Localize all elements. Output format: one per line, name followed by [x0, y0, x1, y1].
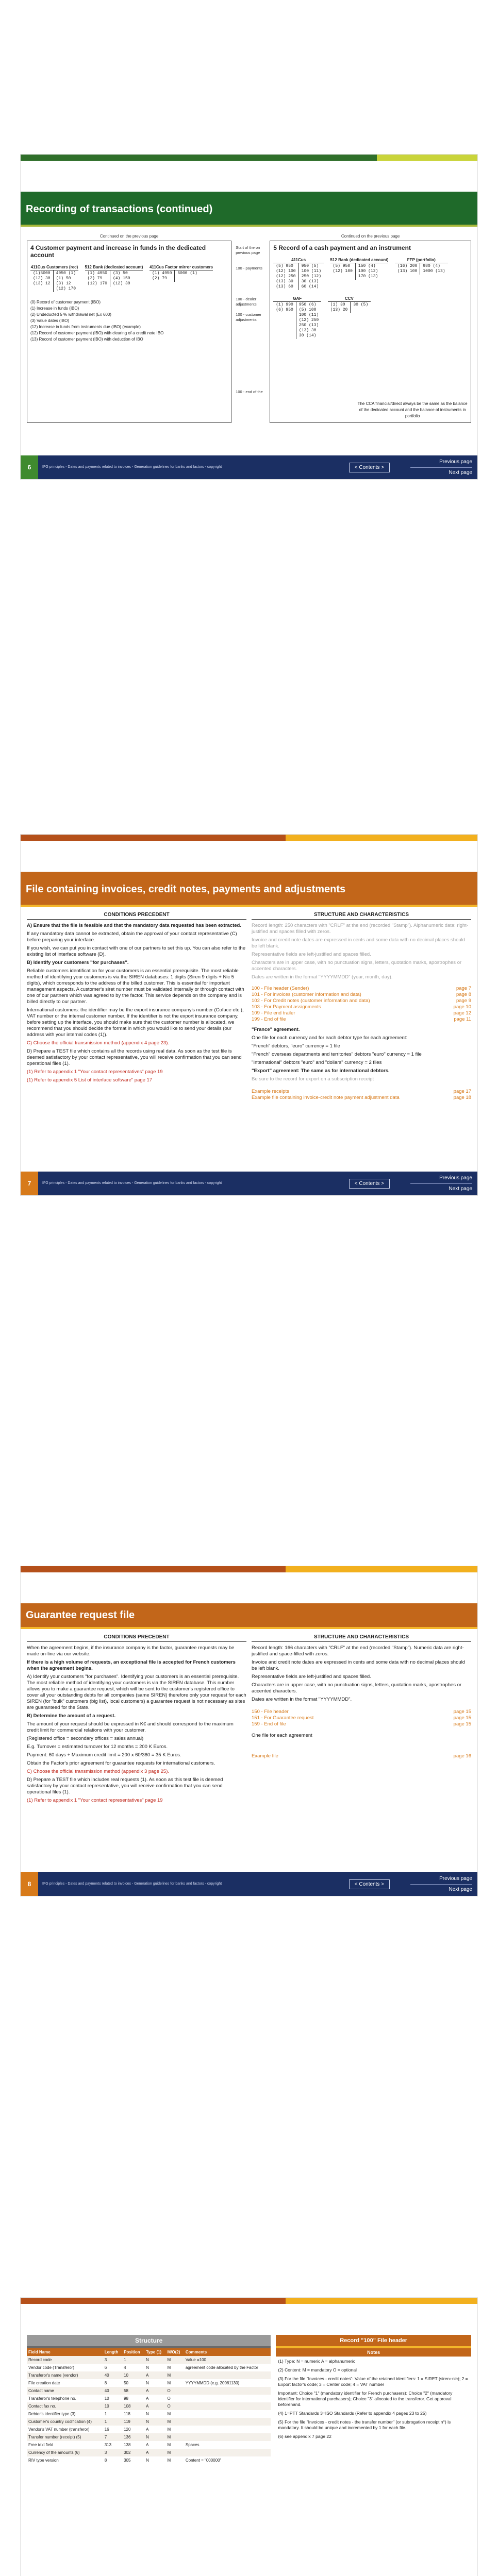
table-cell: M: [165, 2449, 184, 2456]
t-account-name: 411Cus Factor mirror customers: [149, 265, 213, 269]
footer-bar: [21, 455, 477, 479]
previous-page-link[interactable]: Previous page: [439, 1175, 472, 1181]
continued-note: Continued on the previous page: [99, 234, 159, 239]
table-row: [27, 2426, 271, 2433]
contents-link[interactable]: < Contents >: [349, 463, 390, 472]
table-cell: A: [144, 2387, 165, 2395]
contents-link[interactable]: < Contents >: [349, 1179, 390, 1189]
table-cell: [184, 2418, 271, 2426]
table-cell: 8: [104, 2381, 107, 2385]
conditions-column: [27, 1634, 246, 1806]
table-cell: Free text field: [28, 2443, 54, 2447]
table-cell: M: [165, 2433, 184, 2441]
record-heading: Record "100" File header: [276, 2335, 471, 2348]
table-cell: 98: [124, 2396, 129, 2401]
table-cell: [184, 2426, 271, 2433]
table-cell: Spaces: [185, 2443, 200, 2447]
condition-paragraph: Payment: 60 days + Maximum credit limit = 200 x 60/360 = 35 K Euros.: [27, 1752, 181, 1758]
contents-link[interactable]: < Contents >: [349, 1879, 390, 1889]
condition-paragraph[interactable]: C) Choose the official transmission method (appendix 3 page 25).: [27, 1769, 170, 1774]
condition-paragraph: International customers: the identifier may be the export insurance company's number (Coface etc.), VAT number or the internal customer number. If the identifier is not the export insurance company, before setting up the interface, you should make sure that the customer number is allocated, we recommend that you should decide the format in which you would like to send your details (our address with your internal codes (1)).: [27, 1007, 244, 1038]
customer-payment-box: [27, 241, 231, 423]
table-cell: [184, 2395, 271, 2402]
condition-paragraph: B) Determine the amount of a request.: [27, 1713, 116, 1719]
condition-paragraph[interactable]: (1) Refer to appendix 5 List of interface software" page 17: [27, 1077, 153, 1083]
conditions-heading: CONDITIONS PRECEDENT: [27, 912, 246, 920]
one-file-note: One file for each agreement: [252, 1733, 312, 1738]
page-number: 6: [21, 455, 38, 479]
table-cell: M: [167, 2427, 171, 2432]
condition-paragraph: If you wish, we can put you in contact with one of our partners to set this up. You can also refer to the existing list of interface software (D).: [27, 945, 246, 957]
example-link[interactable]: Example file containing invoice-credit note payment adjustment data page 18: [252, 1095, 471, 1100]
table-cell: M: [167, 2381, 171, 2385]
table-cell: A: [146, 2443, 149, 2447]
next-page-link[interactable]: Next page: [449, 469, 472, 476]
t-account-name: 411Cus Customers (rec): [30, 265, 78, 269]
color-band: [21, 2298, 477, 2304]
record-link[interactable]: 159 - End of file page 15: [252, 1721, 471, 1727]
section-heading: 4 Customer payment and increase in funds in the dedicated account: [30, 244, 206, 259]
table-cell: M: [167, 2443, 171, 2447]
column-header: Length: [103, 2348, 122, 2356]
condition-paragraph: E.g. Turnover = estimated turnover for 12 months = 200 K Euros.: [27, 1744, 168, 1750]
table-cell: M: [165, 2371, 184, 2379]
record-link[interactable]: 151 - For Guarantee request page 15: [252, 1715, 471, 1721]
condition-paragraph: The amount of your request should be expressed in K€ and should correspond to the maximum credit limit for commercial relations with your customer.: [27, 1721, 234, 1733]
table-cell: 10: [103, 2402, 122, 2410]
structure-heading: Structure: [27, 2335, 271, 2348]
table-cell: 16: [104, 2427, 109, 2432]
next-page-link[interactable]: Next page: [449, 1886, 472, 1892]
table-cell: 136: [122, 2433, 144, 2441]
record-link[interactable]: 199 - End of file page 11: [252, 1016, 471, 1022]
table-cell: RIV type version: [28, 2458, 59, 2463]
example-link[interactable]: Example file page 16: [252, 1753, 471, 1759]
condition-paragraph: A) Identify your customers "for purchases". Identifying your customers is an essential prerequisite. The most reliable method of identifying your customers is via the SIREN database. This number allows you to make a guarantee request, which will be sent to the customer's registered office to cover all your outstanding debts for all companies (same SIREN) therefore only your request for each SIREN (for "bulk" customers (big list), local customers) a guarantee request is not necessary as sites are guaranteed for the State.: [27, 1674, 246, 1710]
table-cell: 1: [104, 2412, 107, 2416]
table-cell: 138: [124, 2443, 131, 2447]
table-cell: N: [146, 2381, 149, 2385]
france-heading: "France" agreement.: [252, 1027, 300, 1032]
condition-paragraph: B) Identify your customers "for purchases".: [27, 960, 129, 965]
table-row: [27, 2410, 271, 2418]
table-cell: 3: [103, 2356, 122, 2364]
table-row: [27, 2387, 271, 2395]
page-nav: [410, 1875, 477, 1894]
table-cell: A: [144, 2449, 165, 2456]
credit-col: 4950 (1) (1) 50 (3) 12 (12) 170: [56, 271, 76, 291]
column-header: M/O(2): [165, 2348, 184, 2356]
table-cell: [184, 2410, 271, 2418]
notes-heading: Notes: [276, 2348, 471, 2357]
debit-col: (1) 4950 (2) 79: [150, 270, 175, 282]
table-cell: 7: [103, 2433, 122, 2441]
table-cell: 4: [124, 2365, 126, 2370]
t-account-gaf: GAF (1) 990 (6) 950 950 (6) (5) 100 100 (11) (12) 250 250 (13) (13) 30 30 (14): [273, 296, 321, 339]
record-link[interactable]: 101 - For invoices (customer information and data) page 8: [252, 992, 471, 997]
export-heading: "Export" agreement: The same as for international debtors.: [252, 1068, 390, 1074]
table-cell: N: [146, 2412, 149, 2416]
table-cell: Transfer number (receipt) (5): [27, 2433, 103, 2441]
column-header: Field Name: [27, 2348, 103, 2356]
table-cell: 58: [122, 2387, 144, 2395]
structure-heading: STRUCTURE AND CHARACTERISTICS: [252, 912, 471, 920]
column-header: Position: [122, 2348, 144, 2356]
color-band: [21, 155, 477, 161]
table-cell: 118: [124, 2412, 130, 2416]
slide-invoices-file: [21, 835, 477, 1195]
credit-col: 5000 (1): [177, 271, 197, 276]
table-cell: 302: [122, 2449, 144, 2456]
table-row: [27, 2379, 271, 2387]
t-account-bank: [85, 265, 143, 287]
table-row: [27, 2433, 271, 2441]
structure-column: STRUCTURE AND CHARACTERISTICS Record length: 166 characters with "CRLF" at the end (recorded "Stamp"). Numeric data are right-justified and space-filled with zeros. Invoice and credit note dates are expressed in cents and some data with no decimal places should be left blank. Representative fields are left-justified and spaces filled. Characters are in upper case, with no punctuation signs, letters, quotation marks, apostrophes or accented characters. Dates are written in the format "YYYYMMDD". 150 - File header page 15 151 - For Guarantee request page 15 159 - End of file page 15 One file for each agreement Example file page 16: [252, 1634, 471, 1759]
structure-heading: STRUCTURE AND CHARACTERISTICS: [252, 1634, 471, 1642]
table-cell: N: [144, 2418, 165, 2426]
table-cell: 305: [124, 2458, 131, 2463]
table-row: [27, 2371, 271, 2379]
table-cell: M: [165, 2418, 184, 2426]
slide-title: File containing invoices, credit notes, payments and adjustments: [21, 872, 477, 907]
condition-paragraph: If there is a high volume of requests, an exceptional file is accepted for French customers when the agreement begins.: [27, 1659, 236, 1671]
table-row: [27, 2449, 271, 2456]
previous-page-link[interactable]: Previous page: [439, 1875, 472, 1882]
table-cell: Record code: [27, 2356, 103, 2364]
table-cell: Contact name: [27, 2387, 103, 2395]
table-cell: [184, 2433, 271, 2441]
table-cell: [184, 2402, 271, 2410]
table-cell: 120: [124, 2427, 131, 2432]
condition-paragraph: D) Prepare a TEST file which includes real requests (1). As soon as this test file is deemed satisfactory by your contact representative, you will receive confirmation that you can send operational files (1).: [27, 1777, 223, 1795]
table-cell: YYYYMMDD (e.g. 20061130): [185, 2381, 240, 2385]
page-number: 7: [21, 1172, 38, 1195]
condition-paragraph: Reliable customers identification for your customers is an essential prerequisite. The most reliable method of identifying your customers is via the SIREN databases: 1 digits (Siren 9 digits + Nic 5 digits), which corresponds to the address of the billed customer. This is essential for important management aspects. A customer's siret number must be validated internally or through contact with one of our partners which was agreed to by the factor. This service depends on the company and is billed directly to our partner.: [27, 968, 244, 1005]
table-cell: 10: [104, 2396, 109, 2401]
table-cell: Currency of the amounts (6): [27, 2449, 103, 2456]
table-cell: Content = "000000": [185, 2458, 222, 2463]
slide-recording-transactions: [21, 155, 477, 479]
record-link[interactable]: 102 - For Credit notes (customer information and data) page 9: [252, 998, 471, 1004]
table-cell: O: [167, 2396, 171, 2401]
table-cell: 8: [104, 2458, 107, 2463]
table-cell: 313: [104, 2443, 112, 2447]
continued-note: Continued on the previous page: [341, 234, 400, 239]
table-cell: Debtor's identifier type (3): [28, 2412, 76, 2416]
footer-bar: [21, 1872, 477, 1896]
table-cell: M: [167, 2458, 171, 2463]
table-cell: O: [165, 2402, 184, 2410]
table-cell: File creation date: [28, 2381, 60, 2385]
table-cell: N: [146, 2365, 149, 2370]
table-cell: M: [165, 2356, 184, 2364]
debit-col: (1) 4950 (2) 79 (12) 170: [85, 270, 110, 287]
table-row: [27, 2456, 271, 2464]
transaction-notes: (0) Record of customer payment (IBO) (1) Increase in funds (IBO) (2) Undeducted 5 % withdrawal net (Ex 600) (3) Value dates (IBO) (12) Increase in funds from instruments due (IBO) (example) (12) Record of customer payment (IBO) with clearing of a credit note IBO (13) Record of customer payment (IBO) with deduction of IBO: [30, 300, 164, 342]
footer-bar: [21, 1172, 477, 1195]
table-cell: N: [146, 2458, 149, 2463]
table-cell: 108: [122, 2402, 144, 2410]
side-labels: Start of the on previous page 100 - payments 100 - dealer adjustments 100 - customer adjustments 100 - end of the: [236, 245, 263, 394]
table-cell: 50: [124, 2381, 129, 2385]
table-row: [27, 2402, 271, 2410]
table-cell: O: [165, 2387, 184, 2395]
t-account-factor-mirror: [150, 265, 213, 282]
t-account-name: 512 Bank (dedicated account): [85, 265, 143, 269]
footer-note: IFG principles - Dates and payments related to invoices - Generation guidelines for banks and factors - copyright: [42, 1882, 222, 1886]
cash-payment-box: [270, 241, 471, 423]
table-cell: 119: [122, 2418, 144, 2426]
table-cell: N: [144, 2356, 165, 2364]
table-row: [27, 2356, 271, 2364]
table-cell: Transferor's name (vendor): [27, 2371, 103, 2379]
t-account-411cus: 411Cus (5) 950 (12) 100 (12) 250 (13) 30 (13) 60 950 (5) 100 (11) 250 (12) 30 (13) 60 (14): [273, 258, 324, 290]
condition-paragraph: A) Ensure that the file is feasible and that the mandatory data requested has been extracted.: [27, 923, 241, 928]
table-cell: Transferor's telephone no.: [28, 2396, 76, 2401]
debit-col: (1)5000 (12) 30 (13) 12: [30, 270, 54, 292]
table-cell: 10: [122, 2371, 144, 2379]
table-cell: 1: [122, 2356, 144, 2364]
t-account-customers: [30, 265, 78, 292]
next-page-link[interactable]: Next page: [449, 1185, 472, 1192]
slide-title: Guarantee request file: [21, 1603, 477, 1629]
condition-paragraph: (Registered office = secondary offices = sales annual): [27, 1736, 144, 1741]
slide-guarantee-request: [21, 1566, 477, 1896]
t-account-ccv: CCV (1) 30 (13) 20 30 (5): [328, 296, 371, 313]
table-cell: 6: [104, 2365, 107, 2370]
page-nav: [410, 458, 477, 477]
table-cell: 1: [103, 2418, 122, 2426]
color-band: [21, 835, 477, 841]
table-cell: 40: [103, 2387, 122, 2395]
table-cell: [184, 2387, 271, 2395]
table-cell: M: [167, 2365, 171, 2370]
t-account-ffp: FFP (portfolio) (16) 200 (13) 100 980 (4) 1000 (13): [395, 258, 448, 275]
table-cell: Vendor code (Transferor): [28, 2365, 75, 2370]
structure-table: [27, 2348, 271, 2464]
table-cell: [184, 2371, 271, 2379]
footer-note: IFG principles - Dates and payments related to invoices - Generation guidelines for banks and factors - copyright: [42, 465, 222, 469]
record-link[interactable]: 150 - File header page 15: [252, 1709, 471, 1715]
condition-paragraph: Obtain the Factor's prior agreement for guarantee requests for international customers.: [27, 1760, 215, 1766]
table-row: [27, 2441, 271, 2449]
condition-paragraph[interactable]: C) Choose the official transmission method (appendix 4 page 23).: [27, 1040, 170, 1046]
section-heading: 5 Record of a cash payment and an instrument: [273, 244, 411, 251]
slide-file-header: [21, 2298, 477, 2576]
footer-note: IFG principles - Dates and payments related to invoices - Generation guidelines for banks and factors - copyright: [42, 1181, 222, 1185]
table-cell: Customer's country codification (4): [27, 2418, 103, 2426]
conditions-column: [27, 912, 246, 1101]
record-link[interactable]: 103 - For Payment assignments page 10: [252, 1004, 471, 1010]
table-cell: A: [146, 2396, 149, 2401]
table-row: [27, 2418, 271, 2426]
structure-column: STRUCTURE AND CHARACTERISTICS Record length: 250 characters with "CRLF" at the end (recorded "Stamp"). Alphanumeric data: right-justified and spaces filled with zeros. Invoice and credit note dates are expressed in cents and some data with no decimal places should be left blank. Representative fields are left-justified and spaces filled. Characters are in upper case, with no punctuation signs, letters, quotation marks, apostrophes or accented characters. Dates are written in the format "YYYYMMDD" (year, month, day). 100 - File header (Sender) page 7 101 - For invoices (customer information and data) page 8 102 - For Credit notes (customer information and data) page 9 103 - For Payment assignments page 10 109 - File end trailer page 12 199 - End of file page 11 "France" agreement. One file for each currency and for each debtor type for each agreement: "French" debtors, "euro" currency = 1 file "French" overseas departments and territories" debtors "euro" currency = 1 file "International" debtors "euro" and "dollars" currency = 2 files "Export" agreement: The same as for international debtors. Be sure to the record for export on a subscription receipt Example receipts page 17 Example file containing invoice-credit note payment adjustment data page 18: [252, 912, 471, 1100]
table-cell: 3: [103, 2449, 122, 2456]
table-row: [27, 2364, 271, 2371]
table-cell: Contact fax no.: [27, 2402, 103, 2410]
column-header: Comments: [184, 2348, 271, 2356]
table-cell: N: [144, 2433, 165, 2441]
page-nav: [410, 1174, 477, 1193]
table-row: [27, 2395, 271, 2402]
table-cell: A: [144, 2402, 165, 2410]
table-cell: 40: [103, 2371, 122, 2379]
previous-page-link[interactable]: Previous page: [439, 459, 472, 465]
condition-paragraph[interactable]: (1) Refer to appendix 1 "Your contact representatives" page 19: [27, 1798, 163, 1803]
balance-note: The CCA financial/direct always be the same as the balance of the dedicated account and the balance of instruments in portfolio: [357, 401, 468, 418]
condition-paragraph[interactable]: (1) Refer to appendix 1 "Your contact representatives" page 19: [27, 1069, 163, 1075]
color-band: [21, 1566, 477, 1572]
condition-paragraph: If any mandatory data cannot be extracted, obtain the approval of your contact representative (C) before preparing your interface.: [27, 931, 237, 943]
record-link[interactable]: 109 - File end trailer page 12: [252, 1010, 471, 1016]
table-cell: M: [167, 2412, 171, 2416]
t-account-512-bank: 512 Bank (dedicated account) (5) 950 (12) 100 150 (4) 100 (12) 170 (13): [330, 258, 389, 279]
column-header: Type (1): [144, 2348, 165, 2356]
record-link[interactable]: 100 - File header (Sender) page 7: [252, 986, 471, 991]
table-cell: A: [146, 2427, 149, 2432]
table-cell: A: [144, 2371, 165, 2379]
page-number: 8: [21, 1872, 38, 1896]
conditions-heading: CONDITIONS PRECEDENT: [27, 1634, 246, 1642]
table-cell: agreement code allocated by the Factor: [185, 2365, 258, 2370]
notes-list: (1) Type: N = numeric A = alphanumeric (2) Content: M = mandatory O = optional (3) For the file "Invoices - credit notes": Value of the retained identifiers: 1 = SIRET (siren+nic); 2 = Export factor's code; 3 = Center code; 4 = VAT number Important: Choice "1" (mandatory identifier for French purchasers); Choice "2" (mandatory identifier for international purchasers); Choice "3" allocated to the transferor. Get approval beforehand. (4) 1=PTT Standards 3=ISO Standards (Refer to appendix 4 pages 23 to 25) (5) For the file "Invoices - credit notes - the transfer number" (or subrogation receipt n°) is mandatory. It should be unique and incremented by 1 for each file. (6) see appendix 7 page 22: [278, 2359, 468, 2439]
slide-title: Recording of transactions (continued): [21, 192, 477, 227]
condition-paragraph: D) Prepare a TEST file which contains all the records using real data. As soon as the test file is deemed satisfactory by your contact representative, you will receive confirmation that you can send operational files (1).: [27, 1048, 242, 1066]
example-link[interactable]: Example receipts page 17: [252, 1089, 471, 1094]
table-cell: Vendor's VAT number (transferor): [28, 2427, 90, 2432]
table-cell: Value =100: [184, 2356, 271, 2364]
table-cell: [184, 2449, 271, 2456]
credit-col: (3) 50 (4) 150 (12) 30: [112, 271, 130, 286]
condition-paragraph: When the agreement begins, if the insurance company is the factor, guarantee requests may be made on-line via our website.: [27, 1645, 235, 1657]
